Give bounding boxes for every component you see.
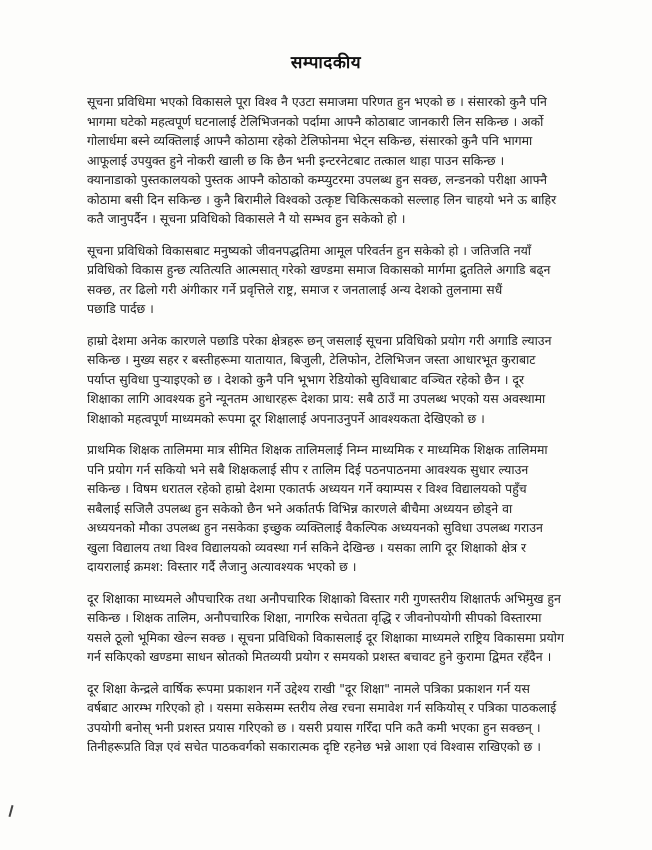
text-line: कतै जानुपर्दैन । सूचना प्रविधिको विकासले नै यो सम्भव हुन सकेको हो । xyxy=(87,211,406,226)
editorial-body xyxy=(87,92,615,769)
text-line: शिक्षाका लागि आवश्यक हुने न्यूनतम आधारहरू देशका प्राय: सबै ठाउँ मा उपलब्ध भएको यस अवस्थामा xyxy=(87,391,546,406)
paragraph-4 xyxy=(87,440,615,577)
text-line: शिक्षाको महत्वपूर्ण माध्यमको रूपमा दूर शिक्षालाई अपनाउनुपर्ने आवश्यकता देखिएको छ । xyxy=(87,410,485,426)
text-line: पर्याप्त सुविधा पुऱ्याइएको छ । देशको कुनै पनि भूभाग रेडियोको सुविधाबाट वञ्चित रहेको छैन । दूर xyxy=(87,371,525,387)
text-line: भागमा घटेको महत्वपूर्ण घटनालाई टेलिभिजनको पर्दामा आफ्नै कोठाबाट जानकारी लिन सकिन्छ । अर्को xyxy=(87,113,544,129)
text-line: हाम्रो देशमा अनेक कारणले पछाडि परेका क्षेत्रहरू छन् जसलाई सूचना प्रविधिको प्रयोग गरी अगाडि ल्याउन xyxy=(87,332,552,348)
text-line: गर्न सकिएको खण्डमा साधन स्रोतको मितव्ययी प्रयोग र समयको प्रशस्त बचावट हुने कुरामा द्विमत रहँदैन । xyxy=(87,649,552,664)
text-line: पनि प्रयोग गर्न सकियो भने सबै शिक्षकलाई सीप र तालिम दिई पठनपाठनमा आवश्यक सुधार ल्याउन xyxy=(87,461,529,477)
text-line: वर्षबाट आरम्भ गरिएको हो । यसमा सकेसम्म स्तरीय लेख रचना समावेश गर्न सकियोस् र पत्रिका पाठकलाई xyxy=(87,700,557,715)
text-line: सक्छ, तर ढिलो गरी अंगीकार गर्ने प्रवृत्तिले राष्ट्र, समाज र जनतालाई अन्य देशको तुलनामा सधैं xyxy=(87,281,503,297)
paragraph-3 xyxy=(87,331,615,429)
text-line: कोठामा बसी दिन सकिन्छ । कुनै बिरामीले विश्वको उत्कृष्ट चिकित्सकको सल्लाह लिन चाहयो भने ऊ बाहिर xyxy=(87,191,557,207)
text-line: अध्ययनको मौका उपलब्ध हुन नसकेका इच्छुक व्यक्तिलाई वैकल्पिक अध्ययनको सुविधा उपलब्ध गराउन xyxy=(87,520,543,535)
text-line: आफूलाई उपयुक्त हुने नोकरी खाली छ कि छैन भनी इन्टरनेटबाट तत्काल थाहा पाउन सकिन्छ । xyxy=(87,152,505,168)
text-line: दायरालाई क्रमश: विस्तार गर्दै लैजानु अत्यावश्यक भएको छ । xyxy=(87,559,357,574)
text-line: पछाडि पार्दछ । xyxy=(87,301,154,316)
text-line: सूचना प्रविधिमा भएको विकासले पूरा विश्व नै एउटा समाजमा परिणत हुन भएको छ । संसारको कुनै पनि xyxy=(87,94,547,109)
text-line: सूचना प्रविधिको विकासबाट मनुष्यको जीवनपद्धतिमा आमूल परिवर्तन हुन सकेको हो । जतिजति नयाँ xyxy=(87,242,531,258)
text-line: खुला विद्यालय तथा विश्व विद्यालयको व्यवस्था गर्न सकिने देखिन्छ । यसका लागि दूर शिक्षाको क्षेत्र र xyxy=(87,539,527,555)
text-line: क्यानाडाको पुस्तकालयको पुस्तक आफ्नै कोठाको कम्प्युटरमा उपलब्ध हुन सक्छ, लन्डनको परीक्षा आफ्नै xyxy=(87,172,548,187)
text-line: प्राथमिक शिक्षक तालिममा मात्र सीमित शिक्षक तालिमलाई निम्न माध्यमिक र माध्यमिक शिक्षक तालिममा xyxy=(87,442,548,457)
text-line: सकिन्छ । विषम धरातल रहेको हाम्रो देशमा एकातर्फ अध्ययन गर्ने क्याम्पस र विश्व विद्यालयको पहुँच xyxy=(87,481,527,496)
page-title: सम्पादकीय xyxy=(290,53,362,73)
paragraph-2 xyxy=(87,241,615,319)
paragraph-5 xyxy=(87,589,615,667)
text-line: उपयोगी बनोस् भनी प्रशस्त प्रयास गरिएको छ । यसरी प्रयास गरिँदा पनि कतै कमी भएका हुन सक्छन् । xyxy=(87,719,541,735)
paragraph-1 xyxy=(87,92,615,229)
text-line: सकिन्छ । शिक्षक तालिम, अनौपचारिक शिक्षा, नागरिक सचेतता वृद्धि र जीवनोपयोगी सीपको विस्तारमा xyxy=(87,610,542,625)
text-line: सबैलाई सजिलै उपलब्ध हुन सकेको छैन भने अर्कातर्फ विभिन्न कारणले बीचैमा अध्ययन छोड्ने वा xyxy=(87,500,513,516)
paragraph-6 xyxy=(87,679,615,757)
text-line: सकिन्छ । मुख्य सहर र बस्तीहरूमा यातायात, बिजुली, टेलिफोन, टेलिभिजन जस्ता आधारभूत कुराबाट xyxy=(87,352,536,367)
text-line: प्रविधिको विकास हुन्छ त्यतित्यति आत्मसात् गरेको खण्डमा समाज विकासको मार्गमा द्रुततिले अगाडि बढ्न xyxy=(87,262,551,277)
text-line: दूर शिक्षाका माध्यमले औपचारिक तथा अनौपचारिक शिक्षाको विस्तार गरी गुणस्तरीय शिक्षातर्फ अभिमुख हुन xyxy=(87,590,561,606)
margin-pen-mark xyxy=(8,805,13,817)
text-line: गोलार्धमा बस्ने व्यक्तिलाई आफ्नै कोठामा रहेको टेलिफोनमा भेट्न सकिन्छ, संसारको कुनै पनि भागमा xyxy=(87,133,533,148)
text-line: यसले ठूलो भूमिका खेल्न सक्छ । सूचना प्रविधिको विकासलाई दूर शिक्षाका माध्यमले राष्ट्रिय विकासमा प्रयोग xyxy=(87,629,564,645)
text-line: तिनीहरूप्रति विज्ञ एवं सचेत पाठकवर्गको सकारात्मक दृष्टि रहनेछ भन्ने आशा एवं विश्वास राखिएको छ । xyxy=(87,739,541,754)
text-line: दूर शिक्षा केन्द्रले वार्षिक रूपमा प्रकाशन गर्ने उद्देश्य राखी "दूर शिक्षा" नामले पत्रिका प्रकाशन गर्न यस xyxy=(87,680,530,696)
